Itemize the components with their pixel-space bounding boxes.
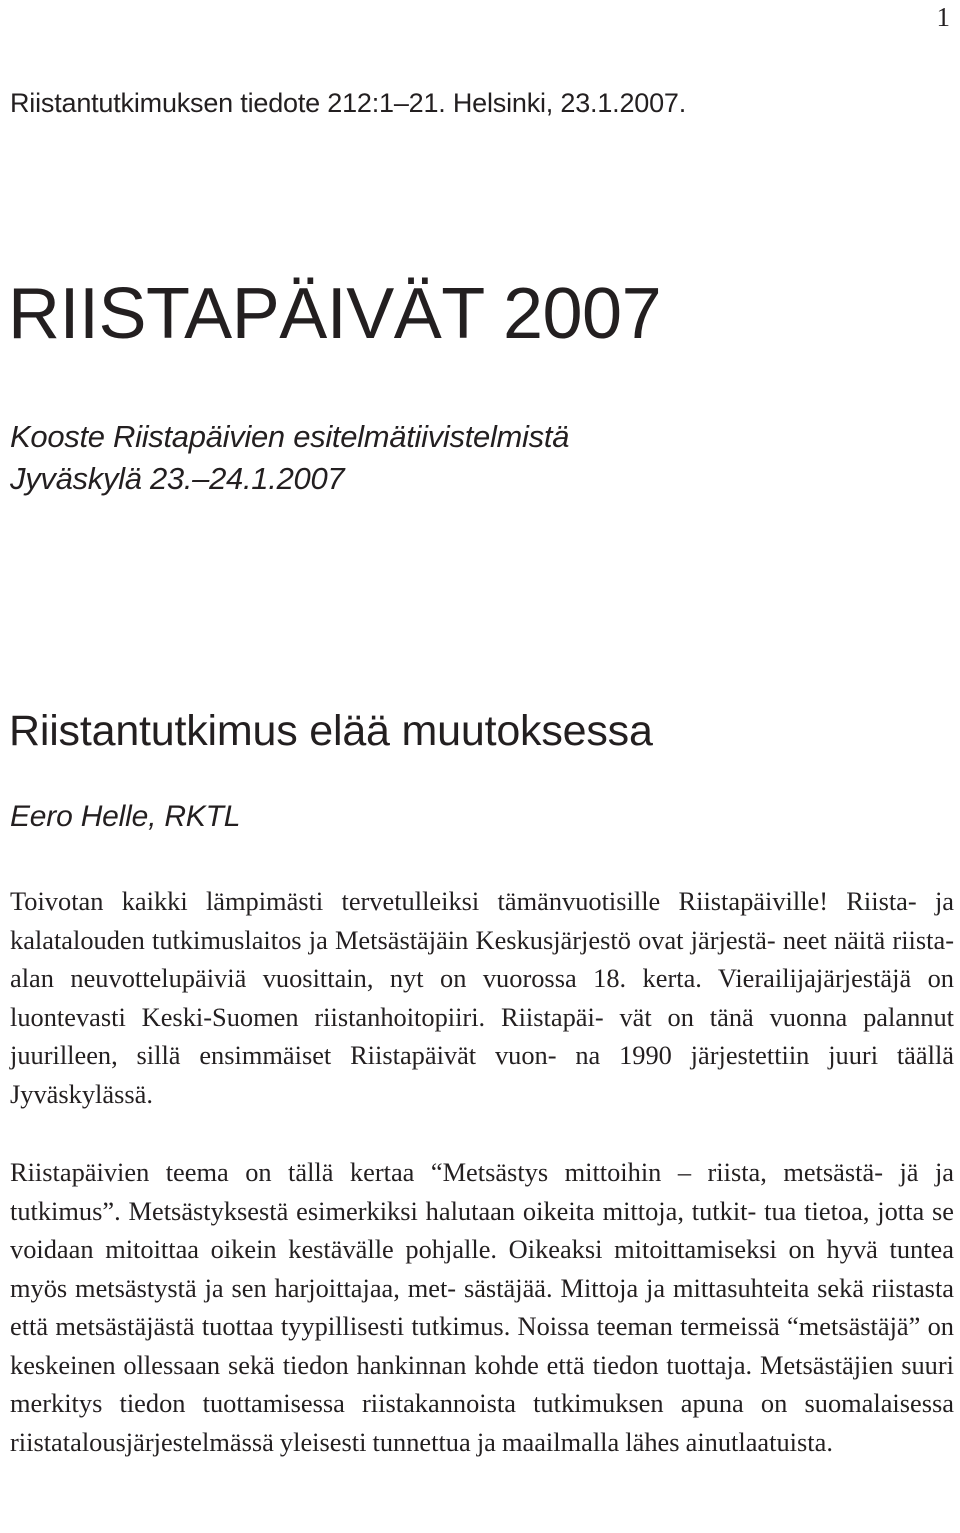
publication-series-line: Riistantutkimuksen tiedote 212:1–21. Helsinki, 23.1.2007.	[10, 88, 687, 118]
subtitle	[10, 416, 569, 500]
page-number: 1	[936, 2, 950, 32]
subtitle-line-1: Kooste Riistapäivien esitelmätiivistelmistä	[10, 419, 570, 454]
body-paragraph-1: Toivotan kaikki lämpimästi tervetulleiksi tämänvuotisille Riistapäiville! Riista- ja kalatalouden tutkimuslaitos ja Metsästäjäin Keskusjärjestö ovat järjestä- neet näitä riista-alan neuvottelupäiviä vuosittain, nyt on vuorossa 18. kerta. Vierailijajärjestäjä on luontevasti Keski-Suomen riistanhoitopiiri. Riistapäi- vät on tänä vuonna palannut juurilleen, sillä ensimmäiset Riistapäivät vuon- na 1990 järjestettiin juuri täällä Jyväskylässä.	[10, 886, 954, 1109]
body-paragraph-2: Riistapäivien teema on tällä kertaa “Metsästys mittoihin – riista, metsästä- jä ja tutkimus”. Metsästyksestä esimerkiksi halutaan oikeita mittoja, tutkit- tua tietoa, jotta se voidaan mitoittaa oikein kestävälle pohjalle. Oikeaksi mitoittamiseksi on hyvä tuntea myös metsästystä ja sen harjoittajaa, met- sästäjää. Mittoja ja mittasuhteita sekä riistasta että metsästäjästä tuottaa tyypillisesti tutkimus. Noissa teeman termeissä “metsästäjä” on keskeinen ollessaan sekä tiedon hankinnan kohde että tiedon tuottaja. Metsästäjien suuri merkitys tiedon tuottamisessa riistakannoista tutkimuksen apuna on suomalaisessa riistatalousjärjestelmässä yleisesti tunnettua ja maailmalla lähes ainutlaatuista.	[10, 1157, 954, 1457]
main-title: RIISTAPÄIVÄT 2007	[8, 274, 662, 354]
subtitle-line-2: Jyväskylä 23.–24.1.2007	[10, 461, 345, 496]
article-title: Riistantutkimus elää muutoksessa	[9, 707, 653, 755]
article-author: Eero Helle, RKTL	[10, 800, 241, 833]
